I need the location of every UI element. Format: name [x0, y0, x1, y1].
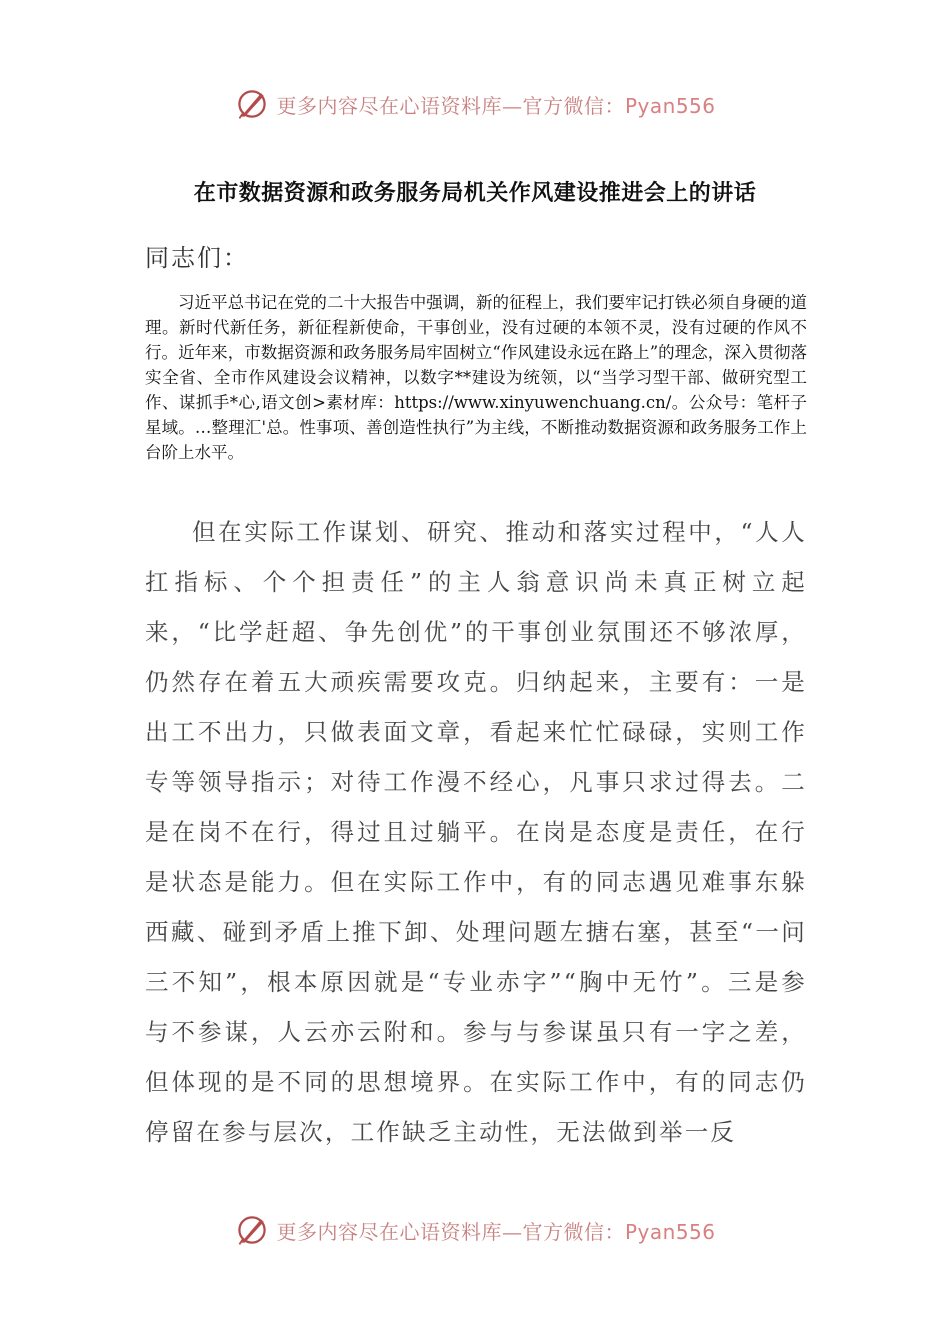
banner-wechat-id: Pyan556	[624, 93, 716, 118]
footer-banner	[0, 1208, 950, 1252]
paragraph-body: 但在实际工作谋划、研究、推动和落实过程中，“人人扛指标、个个担责任”的主人翁意识尚未真正树立起来，“比学赶超、争先创优”的干事创业氛围还不够浓厚，仍然存在着五大顽疾需要攻克。归纳起来，主要有：一是出工不出力，只做表面文章，看起来忙忙碌碌，实则工作专等领导指示；对待工作漫不经心，凡事只求过得去。二是在岗不在行，得过且过躺平。在岗是态度是责任，在行是状态是能力。但在实际工作中，有的同志遇见难事东躲西藏、碰到矛盾上推下卸、处理问题左搪右塞，甚至“一问三不知”，根本原因就是“专业赤字”“胸中无竹”。三是参与不参谋，人云亦云附和。参与与参谋虽只有一字之差，但体现的是不同的思想境界。在实际工作中，有的同志仍停留在参与层次，工作缺乏主动性，无法做到举一反	[145, 518, 807, 1146]
quill-logo-icon	[234, 1212, 270, 1248]
paragraph-intro: 习近平总书记在党的二十大报告中强调，新的征程上，我们要牢记打铁必须自身硬的道理。新时代新任务，新征程新使命，干事创业，没有过硬的本领不灵，没有过硬的作风不行。近年来，市数据资源和政务服务局牢固树立“作风建设永远在路上”的理念，深入贯彻落实全省、全市作风建设会议精神，以数字**建设为统领，以“当学习型干部、做研究型工作、谋抓手*心,语文创>素材库：https://www.xinyuwenchuang.cn/。公众号：笔杆子星域。…整理汇'总。性事项、善创造性执行”为主线，不断推动数据资源和政务服务工作上台阶上水平。	[145, 293, 807, 462]
salutation: 同志们：	[145, 244, 249, 272]
banner-wechat-id: Pyan556	[624, 1219, 716, 1244]
quill-logo-icon	[234, 86, 270, 122]
banner-text	[276, 1216, 715, 1245]
banner-text	[276, 90, 715, 119]
banner-caption: 更多内容尽在心语资料库—官方微信：	[276, 93, 625, 118]
header-banner	[0, 82, 950, 126]
document-title: 在市数据资源和政务服务局机关作风建设推进会上的讲话	[193, 181, 757, 206]
banner-caption: 更多内容尽在心语资料库—官方微信：	[276, 1219, 625, 1244]
